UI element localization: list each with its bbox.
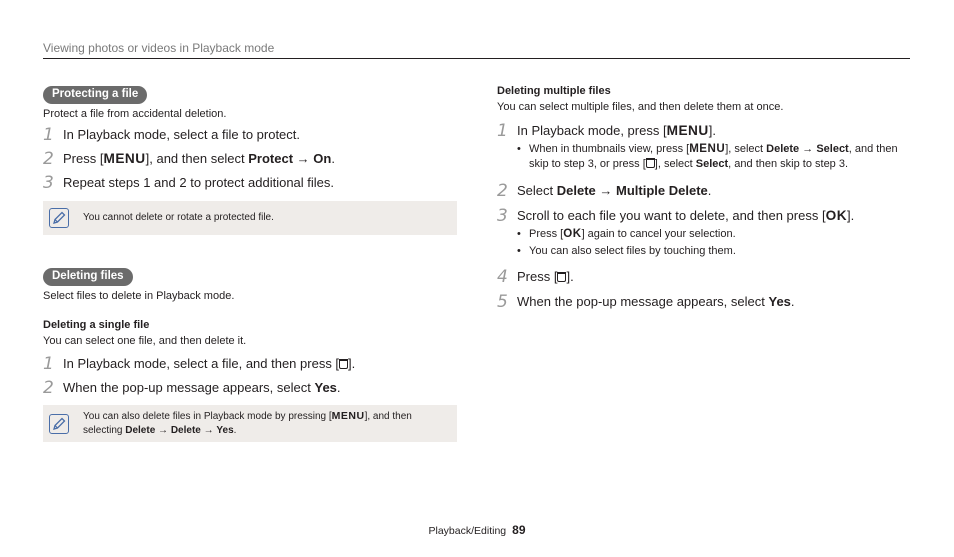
step-number: 1 <box>43 125 54 145</box>
menu-key-icon: MENU <box>103 151 146 166</box>
step-3-bullets <box>497 227 911 259</box>
note-pencil-icon <box>49 414 69 434</box>
list-item: • You can also select files by touching them. <box>517 244 911 259</box>
delete-description: Select files to delete in Playback mode. <box>43 290 235 302</box>
note-pencil-icon <box>49 208 69 228</box>
multi-delete-step-3: 3 Scroll to each file you want to delete, and then press [OK]. <box>497 206 855 226</box>
page-number: 89 <box>512 523 526 537</box>
note-text: You can also delete files in Playback mode by pressing [MENU], and then selecting Delete → Delete → Yes. <box>83 410 412 436</box>
step-number: 3 <box>497 206 508 226</box>
delete-section <box>43 266 457 442</box>
list-item: • When in thumbnails view, press [MENU], select Delete → Select, and then skip to step 3, or press [ ], select Select, and then skip to step 3. <box>517 142 911 172</box>
right-column <box>497 84 911 311</box>
header-divider <box>43 58 910 59</box>
step-1-bullets <box>497 142 911 172</box>
list-item: • Press [OK] again to cancel your selection. <box>517 227 911 242</box>
protect-step-3: 3 Repeat steps 1 and 2 to protect additional files. <box>43 173 335 193</box>
section-pill-protecting: Protecting a file <box>43 86 147 104</box>
protect-step-1: 1 In Playback mode, select a file to protect. <box>43 125 301 145</box>
step-number: 1 <box>43 354 54 374</box>
section-pill-deleting: Deleting files <box>43 268 133 286</box>
left-column <box>43 84 457 442</box>
step-number: 1 <box>497 121 508 141</box>
step-number: 3 <box>43 173 54 193</box>
menu-key-icon: MENU <box>666 123 709 138</box>
protect-section <box>43 84 457 235</box>
single-delete-heading: Deleting a single file <box>43 319 150 331</box>
single-delete-description: You can select one file, and then delete it. <box>43 335 247 347</box>
multi-delete-heading: Deleting multiple files <box>497 85 611 97</box>
protect-note <box>43 201 457 235</box>
step-number: 5 <box>497 292 508 312</box>
step-number: 2 <box>43 149 54 169</box>
trash-icon <box>646 158 655 168</box>
multi-delete-step-4: 4 Press [ ]. <box>497 267 574 287</box>
single-delete-step-2: 2 When the pop-up message appears, select Yes. <box>43 378 341 398</box>
step-number: 2 <box>497 181 508 201</box>
single-delete-step-1: 1 In Playback mode, select a file, and then press [ ]. <box>43 354 356 374</box>
menu-key-icon: MENU <box>689 143 726 155</box>
footer-section: Playback/Editing <box>428 525 507 537</box>
protect-description: Protect a file from accidental deletion. <box>43 108 227 120</box>
trash-icon <box>557 272 566 282</box>
step-number: 2 <box>43 378 54 398</box>
trash-icon <box>339 359 348 369</box>
menu-key-icon: MENU <box>331 410 365 422</box>
ok-key-icon: OK <box>563 228 582 240</box>
ok-key-icon: OK <box>825 208 848 223</box>
multi-delete-step-1: 1 In Playback mode, press [MENU]. <box>497 121 716 141</box>
page-footer <box>0 523 954 537</box>
multi-delete-step-5: 5 When the pop-up message appears, select Yes. <box>497 292 795 312</box>
delete-note <box>43 405 457 442</box>
step-number: 4 <box>497 267 508 287</box>
multi-delete-description: You can select multiple files, and then delete them at once. <box>497 101 784 113</box>
protect-step-2: 2 Press [MENU], and then select Protect → On. <box>43 149 335 169</box>
note-text: You cannot delete or rotate a protected file. <box>83 212 274 223</box>
running-header: Viewing photos or videos in Playback mode <box>43 41 275 55</box>
multi-delete-step-2: 2 Select Delete → Multiple Delete. <box>497 181 712 201</box>
